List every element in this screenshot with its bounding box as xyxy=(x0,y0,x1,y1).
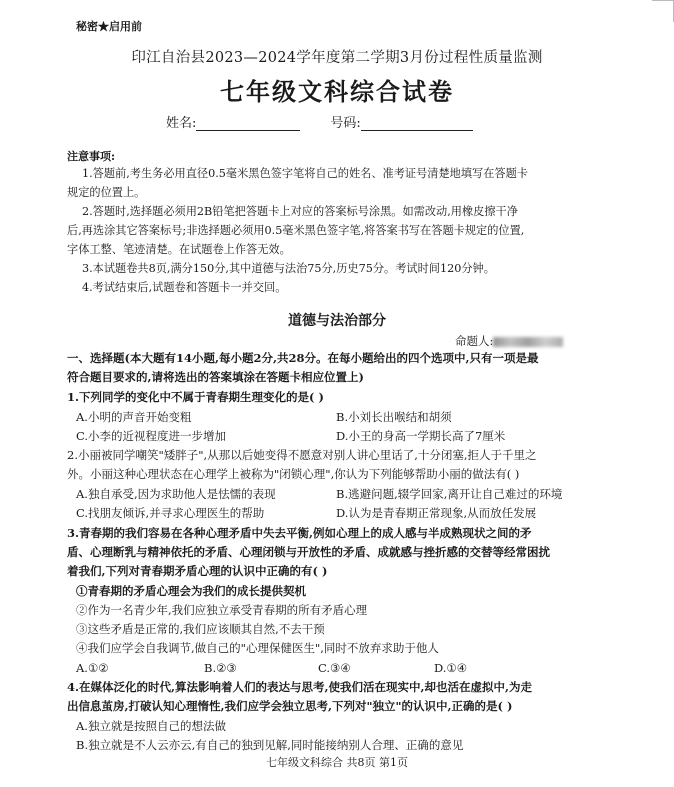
question-stem: 3.青春期的我们容易在各种心理矛盾中失去平衡,例如心理上的成人感与半成熟现状之间的矛 xyxy=(67,526,532,540)
name-label: 姓名: xyxy=(166,116,197,131)
notice-heading: 注意事项: xyxy=(67,150,116,163)
section-title: 道德与法治部分 xyxy=(288,313,386,329)
part-heading: 符合题目要求的,请将选出的答案填涂在答题卡相应位置上) xyxy=(67,370,364,384)
question-stem: 4.在媒体泛化的时代,算法影响着人们的表达与思考,使我们活在现实中,却也活在虚拟中,为走 xyxy=(67,680,533,694)
notice-line: 后,再选涂其它答案标号;非选择题必须用0.5毫米黑色签字笔,将答案书写在答题卡规定的位置, xyxy=(67,224,525,237)
option-b[interactable]: B.独立就是不人云亦云,有自己的独到见解,同时能接纳别人合理、正确的意见 xyxy=(76,738,464,752)
statement-3: ③这些矛盾是正常的,我们应该顺其自然,不去干预 xyxy=(76,622,325,636)
scan-corner-mark xyxy=(652,0,674,22)
notice-line: 2.答题时,选择题必须用2B铅笔把答题卡上对应的答案标号涂黑。如需改动,用橡皮擦干净 xyxy=(82,205,518,218)
notice-line: 字体工整、笔迹清楚。在试题卷上作答无效。 xyxy=(67,243,291,256)
notice-line: 规定的位置上。 xyxy=(67,186,146,199)
redacted-author-name xyxy=(493,337,563,347)
part-heading: 一、选择题(本大题有14小题,每小题2分,共28分。在每小题给出的四个选项中,只有一项是最 xyxy=(67,351,539,365)
author-line xyxy=(455,333,563,349)
student-info-fields xyxy=(166,112,473,131)
question-stem: 1.下列同学的变化中不属于青春期生理变化的是( ) xyxy=(67,390,324,404)
notice-line: 1.答题前,考生务必用直径0.5毫米黑色签字笔将自己的姓名、准考证号清楚地填写在答题卡 xyxy=(82,167,528,180)
question-stem: 着我们,下列对青春期矛盾心理的认识中正确的有( ) xyxy=(67,564,328,578)
option-a[interactable]: A.独自承受,因为求助他人是怯懦的表现 xyxy=(76,487,276,501)
option-b[interactable]: B.逃避问题,辍学回家,离开让自己难过的环境 xyxy=(336,487,563,501)
notice-line: 4.考试结束后,试题卷和答题卡一并交回。 xyxy=(82,281,287,294)
number-blank[interactable] xyxy=(361,116,473,131)
statement-4: ④我们应学会自我调节,做自己的"心理保健医生",同时不放弃求助于他人 xyxy=(76,641,439,655)
statement-2: ②作为一名青少年,我们应独立承受青春期的所有矛盾心理 xyxy=(76,603,368,617)
option-d[interactable]: D.小王的身高一学期长高了7厘米 xyxy=(336,429,506,443)
statement-1: ①青春期的矛盾心理会为我们的成长提供契机 xyxy=(76,584,306,598)
notice-line: 3.本试题卷共8页,满分150分,其中道德与法治75分,历史75分。考试时间120分钟。 xyxy=(82,262,495,275)
option-a[interactable]: A.小明的声音开始变粗 xyxy=(76,410,192,424)
page-footer: 七年级文科综合 共8页 第1页 xyxy=(266,756,408,769)
name-blank[interactable] xyxy=(196,116,300,131)
question-stem: 盾、心理断乳与精神依托的矛盾、心理闭锁与开放性的矛盾、成就感与挫折感的交替等经常困扰 xyxy=(67,545,550,559)
option-c[interactable]: C.③④ xyxy=(318,661,351,675)
option-d[interactable]: D.①④ xyxy=(434,661,468,675)
exam-title: 七年级文科综合试卷 xyxy=(220,77,454,106)
number-label: 号码: xyxy=(330,116,361,131)
option-b[interactable]: B.小刘长出喉结和胡须 xyxy=(336,410,452,424)
question-stem: 2.小丽被同学嘲笑"矮胖子",从那以后她变得不愿意对别人讲心里话了,十分闭塞,拒人于千里之 xyxy=(67,448,537,462)
confidential-label: 秘密★启用前 xyxy=(76,20,142,33)
option-b[interactable]: B.②③ xyxy=(204,661,237,675)
question-stem: 外。小丽这种心理状态在心理学上被称为"闭锁心理",你认为下列能够帮助小丽的做法有( ) xyxy=(67,467,520,481)
question-stem: 出信息茧房,打破认知心理惰性,我们应学会独立思考,下列对"独立"的认识中,正确的是( ) xyxy=(67,699,513,713)
option-a[interactable]: A.独立就是按照自己的想法做 xyxy=(76,719,226,733)
exam-subtitle: 印江自治县2023—2024学年度第二学期3月份过程性质量监测 xyxy=(131,50,543,66)
option-d[interactable]: D.认为是青春期正常现象,从而放任发展 xyxy=(336,506,537,520)
author-label: 命题人: xyxy=(455,334,494,348)
option-c[interactable]: C.小李的近视程度进一步增加 xyxy=(76,429,227,443)
option-a[interactable]: A.①② xyxy=(76,661,109,675)
option-c[interactable]: C.找朋友倾诉,并寻求心理医生的帮助 xyxy=(76,506,265,520)
